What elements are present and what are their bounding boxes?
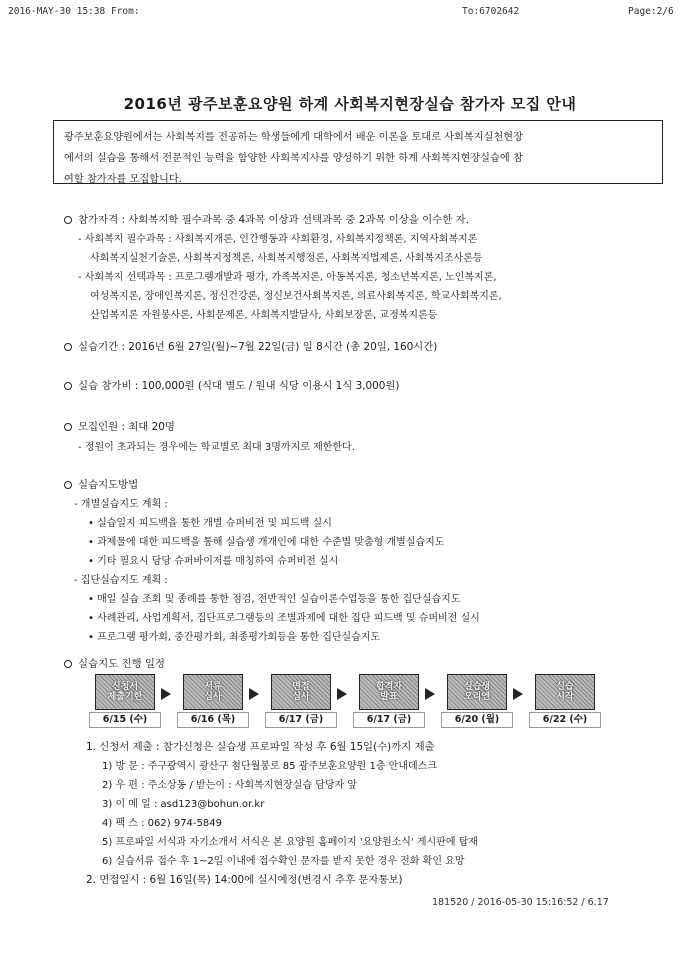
circle-bullet-icon [64, 660, 72, 668]
schedule-step [447, 674, 507, 725]
schedule-step-date: 6/20 (월) [441, 712, 513, 728]
individual-item-1: • 실습일지 피드백을 통한 개별 슈퍼비전 및 피드백 실시 [88, 518, 332, 529]
elective-courses: - 사회복지 선택과목 : 프로그램개발과 평가, 가족복지론, 아동복지론, 청소년복지론, 노인복지론, [78, 272, 497, 283]
elective-courses-cont-2: 산업복지론 자원봉사론, 사회문제론, 사회복지발달사, 사회보장론, 교정복지론등 [90, 310, 438, 321]
individual-item-3: • 기타 필요시 담당 슈퍼바이저를 매칭하여 슈퍼비전 실시 [88, 556, 339, 567]
schedule-step [359, 674, 419, 725]
fax-header-page: Page:2/6 [628, 6, 674, 17]
schedule-step-date: 6/16 (목) [177, 712, 249, 728]
intro-box [53, 120, 663, 184]
schedule-step-box: 면접 심사 [271, 674, 331, 710]
intro-line-3: 여할 참가자를 모집합니다. [64, 174, 182, 185]
apply-email: 3) 이 메 일 : asd123@bohun.or.kr [102, 799, 265, 810]
schedule-step-date: 6/15 (수) [89, 712, 161, 728]
arrow-right-icon [161, 688, 171, 700]
fee-text: 실습 참가비 : 100,000원 (식대 별도 / 원내 식당 이용시 1식 3,000원) [78, 380, 400, 392]
group-item-1: • 매일 실습 조회 및 종례를 통한 점검, 전반적인 실습이론수업등을 통한 집단실습지도 [88, 594, 461, 605]
elective-courses-cont-1: 여성복지론, 장애인복지론, 정신건강론, 정신보건사회복지론, 의료사회복지론, 학교사회복지론, [90, 291, 502, 302]
fax-header-datetime: 2016-MAY-30 15:38 From: [8, 6, 140, 17]
recruit-head-text: 모집인원 : 최대 20명 [78, 421, 175, 433]
circle-bullet-icon [64, 382, 72, 390]
apply-mail: 2) 우 편 : 주소상동 / 받는이 : 사회복지현장실습 담당자 앞 [102, 780, 358, 791]
circle-bullet-icon [64, 343, 72, 351]
intro-line-2: 에서의 실습을 통해서 전문적인 능력을 함양한 사회복지사를 양성하기 위한 하계 사회복지현장실습에 참 [64, 153, 523, 164]
arrow-right-icon [249, 688, 259, 700]
qualification-head [64, 211, 469, 226]
schedule-step-date: 6/22 (수) [529, 712, 601, 728]
circle-bullet-icon [64, 481, 72, 489]
schedule-step-box: 실습 시작 [535, 674, 595, 710]
arrow-right-icon [425, 688, 435, 700]
circle-bullet-icon [64, 216, 72, 224]
guidance-head-text: 실습지도방법 [78, 479, 139, 491]
fax-header-to: To:6702642 [462, 6, 520, 17]
schedule-step [535, 674, 595, 725]
arrow-right-icon [513, 688, 523, 700]
apply-fax: 4) 팩 스 : 062) 974-5849 [102, 818, 222, 829]
qualification-head-text: 참가자격 : 사회복지학 필수과목 중 4과목 이상과 선택과목 중 2과목 이상을 이수한 자. [78, 214, 469, 226]
intro-line-1: 광주보훈요양원에서는 사회복지를 전공하는 학생들에게 대학에서 배운 이론을 토대로 사회복지실천현장 [64, 132, 523, 143]
circle-bullet-icon [64, 423, 72, 431]
arrow-right-icon [337, 688, 347, 700]
recruit-note: - 정원이 초과되는 경우에는 학교별로 최대 3명까지로 제한한다. [78, 442, 355, 453]
schedule-step-date: 6/17 (금) [265, 712, 337, 728]
group-item-2: • 사례관리, 사업계획서, 집단프로그램등의 조별과제에 대한 집단 피드백 및 슈퍼비전 실시 [88, 613, 480, 624]
schedule-step-box: 합격자 발표 [359, 674, 419, 710]
schedule-step [183, 674, 243, 725]
required-courses-cont: 사회복지실천기술론, 사회복지정책론, 사회복지행정론, 사회복지법제론, 사회복지조사론등 [90, 253, 483, 264]
schedule-head [64, 655, 165, 670]
schedule-step [271, 674, 331, 725]
group-guidance-head: - 집단실습지도 계획 : [74, 575, 168, 586]
apply-form: 5) 프로파일 서식과 자기소개서 서식은 본 요양원 홈페이지 '요양원소식' 게시판에 탑재 [102, 837, 478, 848]
schedule-step-box: 서류 심사 [183, 674, 243, 710]
required-courses: - 사회복지 필수과목 : 사회복지개론, 인간행동과 사회환경, 사회복지정책론, 지역사회복지론 [78, 234, 478, 245]
period [64, 338, 437, 353]
schedule-step-box: 실습생 오리엔 [447, 674, 507, 710]
individual-guidance-head: - 개별실습지도 계획 : [74, 499, 168, 510]
fee [64, 377, 399, 392]
individual-item-2: • 과제물에 대한 피드백을 통해 실습생 개개인에 대한 수준별 맞춤형 개별실습지도 [88, 537, 445, 548]
guidance-head [64, 476, 138, 491]
period-text: 실습기간 : 2016년 6월 27일(월)~7월 22일(금) 일 8시간 (총 20일, 160시간) [78, 341, 438, 353]
apply-check: 6) 실습서류 접수 후 1~2일 이내에 접수확인 문자를 받지 못한 경우 전화 확인 요망 [102, 856, 465, 867]
fax-footer: 181520 / 2016-05-30 15:16:52 / 6.17 [432, 897, 609, 908]
apply-item-1: 1. 신청서 제출 : 참가신청은 실습생 프로파일 작성 후 6월 15일(수)까지 제출 [86, 741, 435, 753]
schedule-head-text: 실습지도 진행 일정 [78, 658, 165, 670]
recruit-head [64, 418, 175, 433]
page-title: 2016년 광주보훈요양원 하계 사회복지현장실습 참가자 모집 안내 [123, 95, 577, 113]
schedule-step-box: 신청서 제출기한 [95, 674, 155, 710]
schedule-step [95, 674, 155, 725]
schedule-steps [95, 674, 655, 730]
schedule-step-date: 6/17 (금) [353, 712, 425, 728]
group-item-3: • 프로그램 평가회, 중간평가회, 최종평가회등을 통한 집단실습지도 [88, 632, 381, 643]
apply-visit: 1) 방 문 : 주구광역시 광산구 첨단월봉로 85 광주보훈요양원 1층 안내데스크 [102, 761, 437, 772]
apply-item-2: 2. 면접일시 : 6월 16일(목) 14:00에 실시예정(변경시 추후 문자통보) [86, 874, 403, 886]
